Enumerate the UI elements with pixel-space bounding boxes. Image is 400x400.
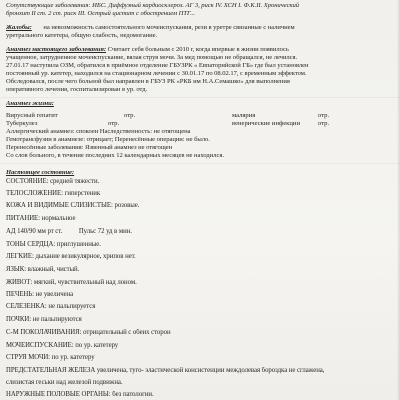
status-title: Настоящее состояние:: [6, 169, 75, 176]
anamnesis-disease-text: Считает себя больным с 2010 г, когда впервые в жизни появилось: [107, 46, 289, 53]
anamnesis-disease-title: Анамнез настоящего заболевания:: [6, 46, 107, 53]
status-item: слизистая геськи над железой подвижна.: [6, 379, 123, 386]
anamnesis-disease-line-3: 27.01.17 наступила ОЗМ, обратился в приёмное отделение ГБУЗРК « Евпаторийской ГБ» где был установлен: [6, 62, 309, 69]
venereal-label: венерические инфекции: [232, 120, 300, 127]
comorbidity-line-1: Сопутствующие заболевания: ИБС. Диффузный кардиосклероз. АГ 3, риск IV. ХСН I. Ф.К.II. Хронический: [6, 2, 299, 9]
viral-hepatitis-value: отр.: [124, 112, 136, 119]
anamnesis-disease-line-2: учащенное, затрудненное мочеиспускание, вялая струя мочи. За мед помощью не обращался, не лечился.: [6, 54, 298, 61]
tuberculosis-value: отр.: [108, 120, 120, 127]
malaria-value: отр.: [318, 112, 330, 119]
tuberculosis-label: Туберкулез: [6, 120, 38, 127]
status-item: СЕЛЕЗЕНКА: не пальпируется: [6, 303, 96, 310]
status-item: ЯЗЫК: влажный, чистый.: [6, 266, 80, 273]
status-item: МОЧЕИСПУСКАНИЕ: по ур. катетеру: [6, 342, 119, 349]
status-item: ТОНЫ СЕРДЦА: приглушенные.: [6, 241, 101, 248]
allergy-line: Аллергический анамнез: спокоен Наследственность: не отягощена: [6, 128, 191, 135]
status-item: ПИТАНИЕ: нормальное: [6, 215, 76, 222]
status-item: КОЖА И ВИДИМЫЕ СЛИЗИСТЫЕ: розовые.: [6, 202, 140, 209]
abroad-line: Со слов больного, в течение последних 12 календарных месяцев не находился.: [6, 152, 224, 159]
status-item: НАРУЖНЫЕ ПОЛОВЫЕ ОРГАНЫ: без патологии.: [6, 391, 154, 398]
comorbidity-line-2: бронхит II ст. 2 ст. риск III. Острый цистит с обострением ПТГ...: [6, 10, 196, 17]
complaints-line-2: уретрального катетера, общую слабость, недомогание.: [6, 32, 158, 39]
venereal-value: отр.: [318, 120, 330, 127]
past-diseases-line: Перенесённые заболевания: Язвенный анамнез не отягощен: [6, 144, 173, 151]
anamnesis-disease-line-6: оперативного лечения, госпитализирован в ур. отд.: [6, 86, 148, 93]
anamnesis-disease-line-5: Обследовался, после чего больной был направлен в ГБУЗ РК «РКБ им Н.А.Семашко» для выполнения: [6, 78, 290, 85]
malaria-label: малярия: [232, 112, 256, 119]
status-item: АД 140/90 мм рт ст. Пульс 72 уд в мин.: [6, 228, 132, 235]
status-item: ПРЕДСТАТЕЛЬНАЯ ЖЕЛЕЗА увеличена, туго- эластической консистенции междолевая бороздка не сглажена,: [6, 367, 325, 374]
status-item: С-М ПОКОЛАЧИВАНИЯ: отрицательный с обеих сторон: [6, 329, 171, 336]
status-item: ЖИВОТ: мягкий, чувствительный над лоном.: [6, 279, 137, 286]
complaints-line-1: [6, 24, 396, 32]
complaints-label: Жалобы:: [6, 24, 32, 31]
transfusion-line: Гемотрансфузии в анамнезе: отрицает; Перенесённые операции: не было.: [6, 136, 210, 143]
anamnesis-disease-line-4: постоянный ур. катетер, находился на стационарном лечении с 30.01.17 по 08.02.17, с временным эффектом.: [6, 70, 307, 77]
status-item: ЛЕГКИЕ: дыхание везикулярное, хрипов нет.: [6, 253, 136, 260]
scan-artifact: [0, 163, 400, 164]
anamnesis-life-title: Анамнез жизни:: [6, 100, 54, 107]
anamnesis-disease-line-1: [6, 46, 396, 54]
status-item: ПЕЧЕНЬ: не увеличена: [6, 291, 74, 298]
viral-hepatitis-label: Вирусный гепатит: [6, 112, 58, 119]
status-item: ПОЧКИ: не пальпируются: [6, 316, 82, 323]
complaints-text: на невозможность самостоятельного мочеиспускания, рези в уретре связанные с наличием: [43, 24, 295, 31]
status-item: ТЕЛОСЛОЖЕНИЕ: гиперстеник: [6, 190, 101, 197]
scan-artifact: [0, 97, 400, 98]
status-item: СТРУЯ МОЧИ: по ур. катетеру: [6, 354, 95, 361]
status-item: СОСТОЯНИЕ: средней тяжести.: [6, 178, 100, 185]
